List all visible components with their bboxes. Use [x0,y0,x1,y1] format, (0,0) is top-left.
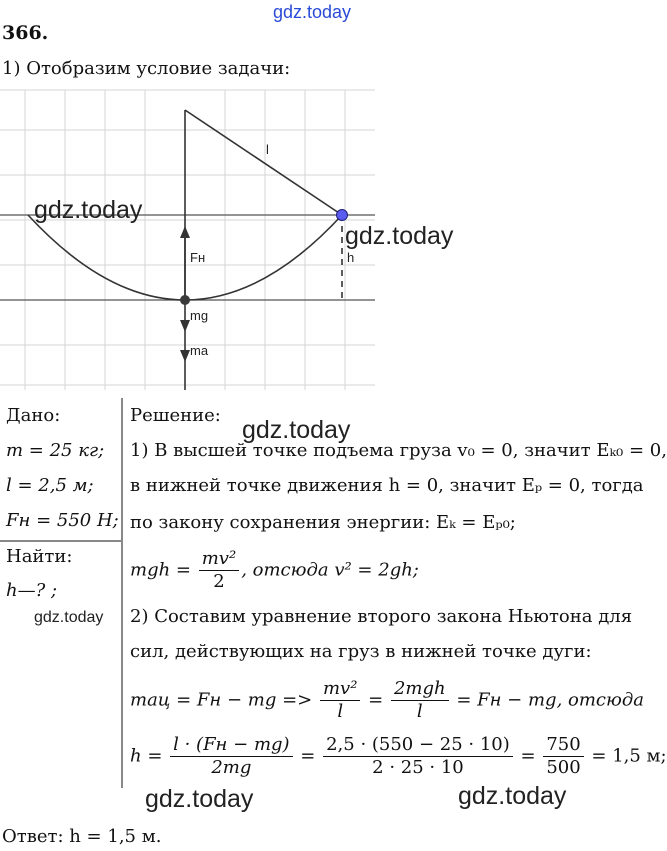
watermark-figure-right: gdz.today [345,222,454,250]
solution-line-5: 2) Составим уравнение второго закона Ньютона для [130,606,633,627]
answer: Ответ: h = 1,5 м. [2,826,162,847]
top-point [337,210,348,221]
given-mass: m = 25 кг; [6,440,105,461]
watermark-solution: gdz.today [242,416,351,444]
tension-arrow-head [180,226,190,238]
solution-line-6: сил, действующих на груз в нижней точке дуги: [130,641,592,662]
solution-line-2: в нижней точке движения h = 0, значит Eₚ = 0, тогда [130,475,644,496]
gravity-arrow-head [180,320,190,332]
equation-energy: mgh = $\frac{\text{mv²}}{2}$ , отсюда v² = 2gh; [130,548,419,592]
problem-number: 366. [2,22,49,44]
given-divider-vertical [121,398,123,788]
given-tension: Fн = 550 Н; [6,510,119,531]
label-mg: mg [190,308,209,323]
solution-line-1: 1) В высшей точке подъема груза v₀ = 0, значит Eₖ₀ = 0, [130,440,667,461]
equation-newton: maц = Fн − mg => $\frac{\text{mv²}}{l}$ = $\frac{\text{2mgh}}{l}$ = Fн − mg, отсюда [130,678,644,722]
figure-grid [0,90,375,390]
watermark-bottom-right: gdz.today [458,782,567,810]
bottom-point [180,295,190,305]
watermark-top: gdz.today [273,2,352,22]
given-title: Дано: [6,405,61,426]
solution-line-3: по закону сохранения энергии: Eₖ = Eₚ₀; [130,512,516,533]
watermark-figure-left: gdz.today [34,196,143,224]
given-divider-horizontal [0,540,121,542]
label-ma: ma [190,343,209,358]
find-title: Найти: [6,546,73,567]
watermark-given: gdz.today [34,609,104,626]
step-1-heading: 1) Отобразим условие задачи: [2,58,291,79]
string-line [185,110,342,215]
watermark-bottom-left: gdz.today [145,785,254,813]
label-h: h [347,250,355,265]
acceleration-arrow-head [180,350,190,362]
given-length: l = 2,5 м; [6,475,94,496]
find-value: h—? ; [6,580,58,601]
solution-title: Решение: [130,405,221,426]
label-fn: Fн [190,250,206,265]
equation-height: h = $\frac{l \cdot (Fн - mg)}{2mg}$ = $\frac{2,5 \cdot (550 - 25 \cdot 10)}{2 \cdot 25 \cdot 10}$ = $\frac{750}{500}$ = 1,5 м; [130,734,667,778]
label-l: l [266,142,269,157]
